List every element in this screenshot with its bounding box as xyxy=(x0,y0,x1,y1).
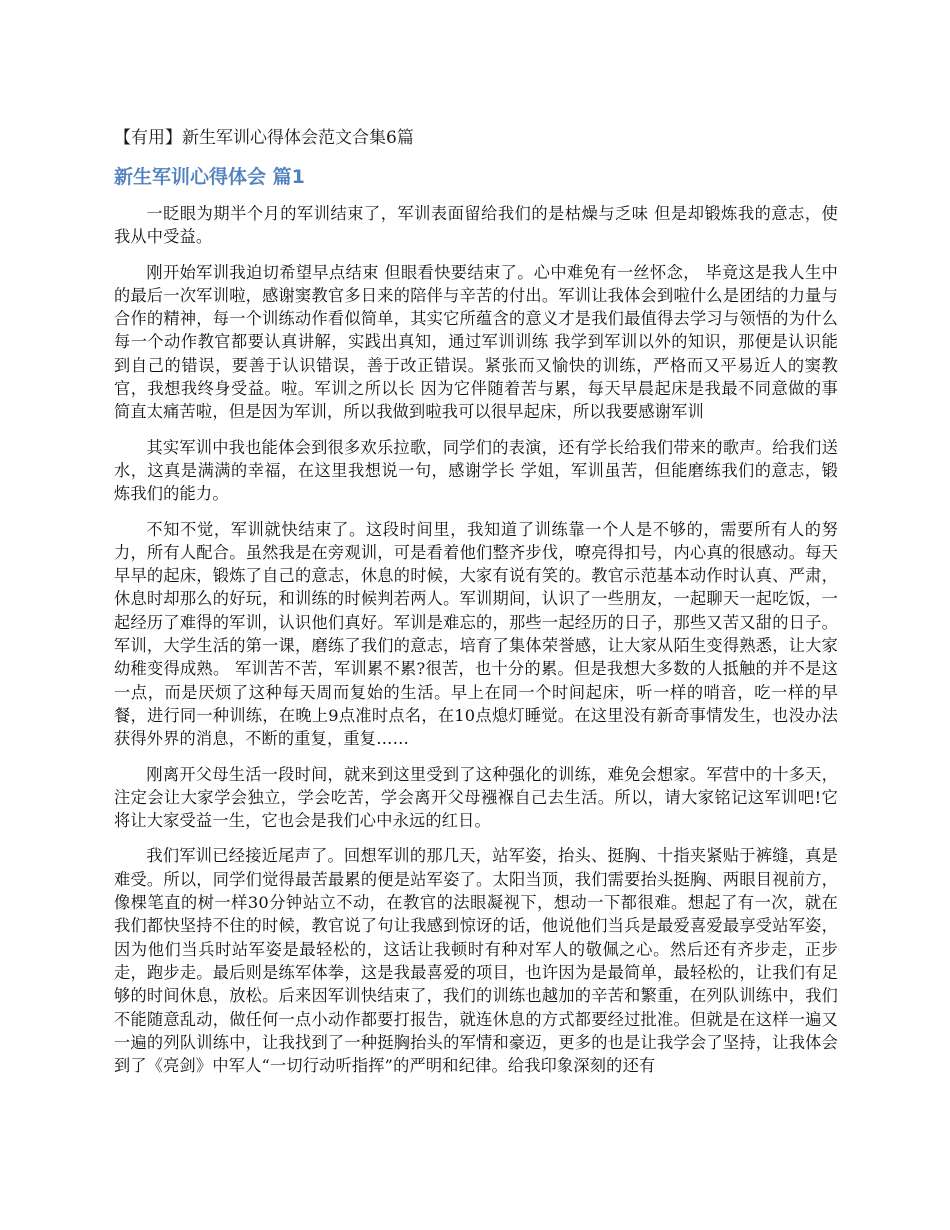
paragraph-1: 一眨眼为期半个月的军训结束了，军训表面留给我们的是枯燥与乏味 但是却锻炼我的意志，使我从中受益。 xyxy=(114,204,838,247)
paragraph-5: 刚离开父母生活一段时间，就来到这里受到了这种强化的训练，难免会想家。军营中的十多天，注定会让大家学会独立，学会吃苦，学会离开父母襁褓自己去生活。所以，请大家铭记这军训吧!它将让大家受益一生，它也会是我们心中永远的红日。 xyxy=(114,764,838,831)
paragraph-6: 我们军训已经接近尾声了。回想军训的那几天，站军姿，抬头、挺胸、十指夹紧贴于裤缝，真是难受。所以，同学们觉得最苦最累的便是站军姿了。太阳当顶，我们需要抬头挺胸、两眼目视前方，像棵笔直的树一样30分钟站立不动，在教官的法眼凝视下，想动一下都很难。想起了有一次，就在我们都快坚持不住的时候，教官说了句让我感到惊讶的话，他说他们当兵是最爱喜爱最享受站军姿，因为他们当兵时站军姿是最轻松的，这话让我顿时有种对军人的敬佩之心。然后还有齐步走，正步走，跑步走。最后则是练军体拳，这是我最喜爱的项目，也许因为是最简单，最轻松的，让我们有足够的时间休息，放松。后来因军训快结束了，我们的训练也越加的辛苦和繁重，在列队训练中，我们不能随意乱动，做任何一点小动作都要打报告，就连休息的方式都要经过批准。但就是在这样一遍又一遍的列队训练中，让我找到了一种挺胸抬头的军情和豪迈，更多的也是让我学会了坚持，让我体会到了《亮剑》中军人“一切行动听指挥”的严明和纪律。给我印象深刻的还有 xyxy=(114,846,838,1076)
section-heading: 新生军训心得体会 篇1 xyxy=(114,166,305,188)
document-page xyxy=(114,124,838,1089)
document-title: 【有用】新生军训心得体会范文合集6篇 xyxy=(114,128,414,148)
paragraph-3: 其实军训中我也能体会到很多欢乐拉歌，同学们的表演，还有学长给我们带来的歌声。给我们送水，这真是满满的幸福，在这里我想说一句，感谢学长 学姐，军训虽苦，但能磨练我们的意志，锻炼我们的能力。 xyxy=(114,437,838,504)
paragraph-4: 不知不觉，军训就快结束了。这段时间里，我知道了训练靠一个人是不够的，需要所有人的努力，所有人配合。虽然我是在旁观训，可是看着他们整齐步伐，嘹亮得扣号，内心真的很感动。每天早早的起床，锻炼了自己的意志，休息的时候，大家有说有笑的。教官示范基本动作时认真、严肃，休息时却那么的好玩，和训练的时候判若两人。军训期间，认识了一些朋友，一起聊天一起吃饭，一起经历了难得的军训，认识他们真好。军训是难忘的，那些一起经历的日子，那些又苦又甜的日子。军训，大学生活的第一课，磨练了我们的意志，培育了集体荣誉感，让大家从陌生变得熟悉，让大家幼稚变得成熟。 军训苦不苦，军训累不累?很苦，也十分的累。但是我想大多数的人抵触的并不是这一点，而是厌烦了这种每天周而复始的生活。早上在同一个时间起床，听一样的哨音，吃一样的早餐，进行同一种训练，在晚上9点准时点名，在10点熄灯睡觉。在这里没有新奇事情发生，也没办法获得外界的消息，不断的重复，重复…… xyxy=(114,519,838,749)
paragraph-2: 刚开始军训我迫切希望早点结束 但眼看快要结束了。心中难免有一丝怀念， 毕竟这是我人生中的最后一次军训啦，感谢窦教官多日来的陪伴与辛苦的付出。军训让我体会到啦什么是团结的力量与合作的精神，每一个训练动作看似简单，其实它所蕴含的意义才是我们最值得去学习与领悟的为什么每一个动作教官都要认真讲解，实践出真知，通过军训训练 我学到军训以外的知识，那便是认识能到自己的错误，要善于认识错误，善于改正错误。紧张而又愉快的训练，严格而又平易近人的窦教官，我想我终身受益。啦。军训之所以长 因为它伴随着苦与累，每天早晨起床是我最不同意做的事 简直太痛苦啦，但是因为军训，所以我做到啦我可以很早起床，所以我要感谢军训 xyxy=(114,262,838,422)
